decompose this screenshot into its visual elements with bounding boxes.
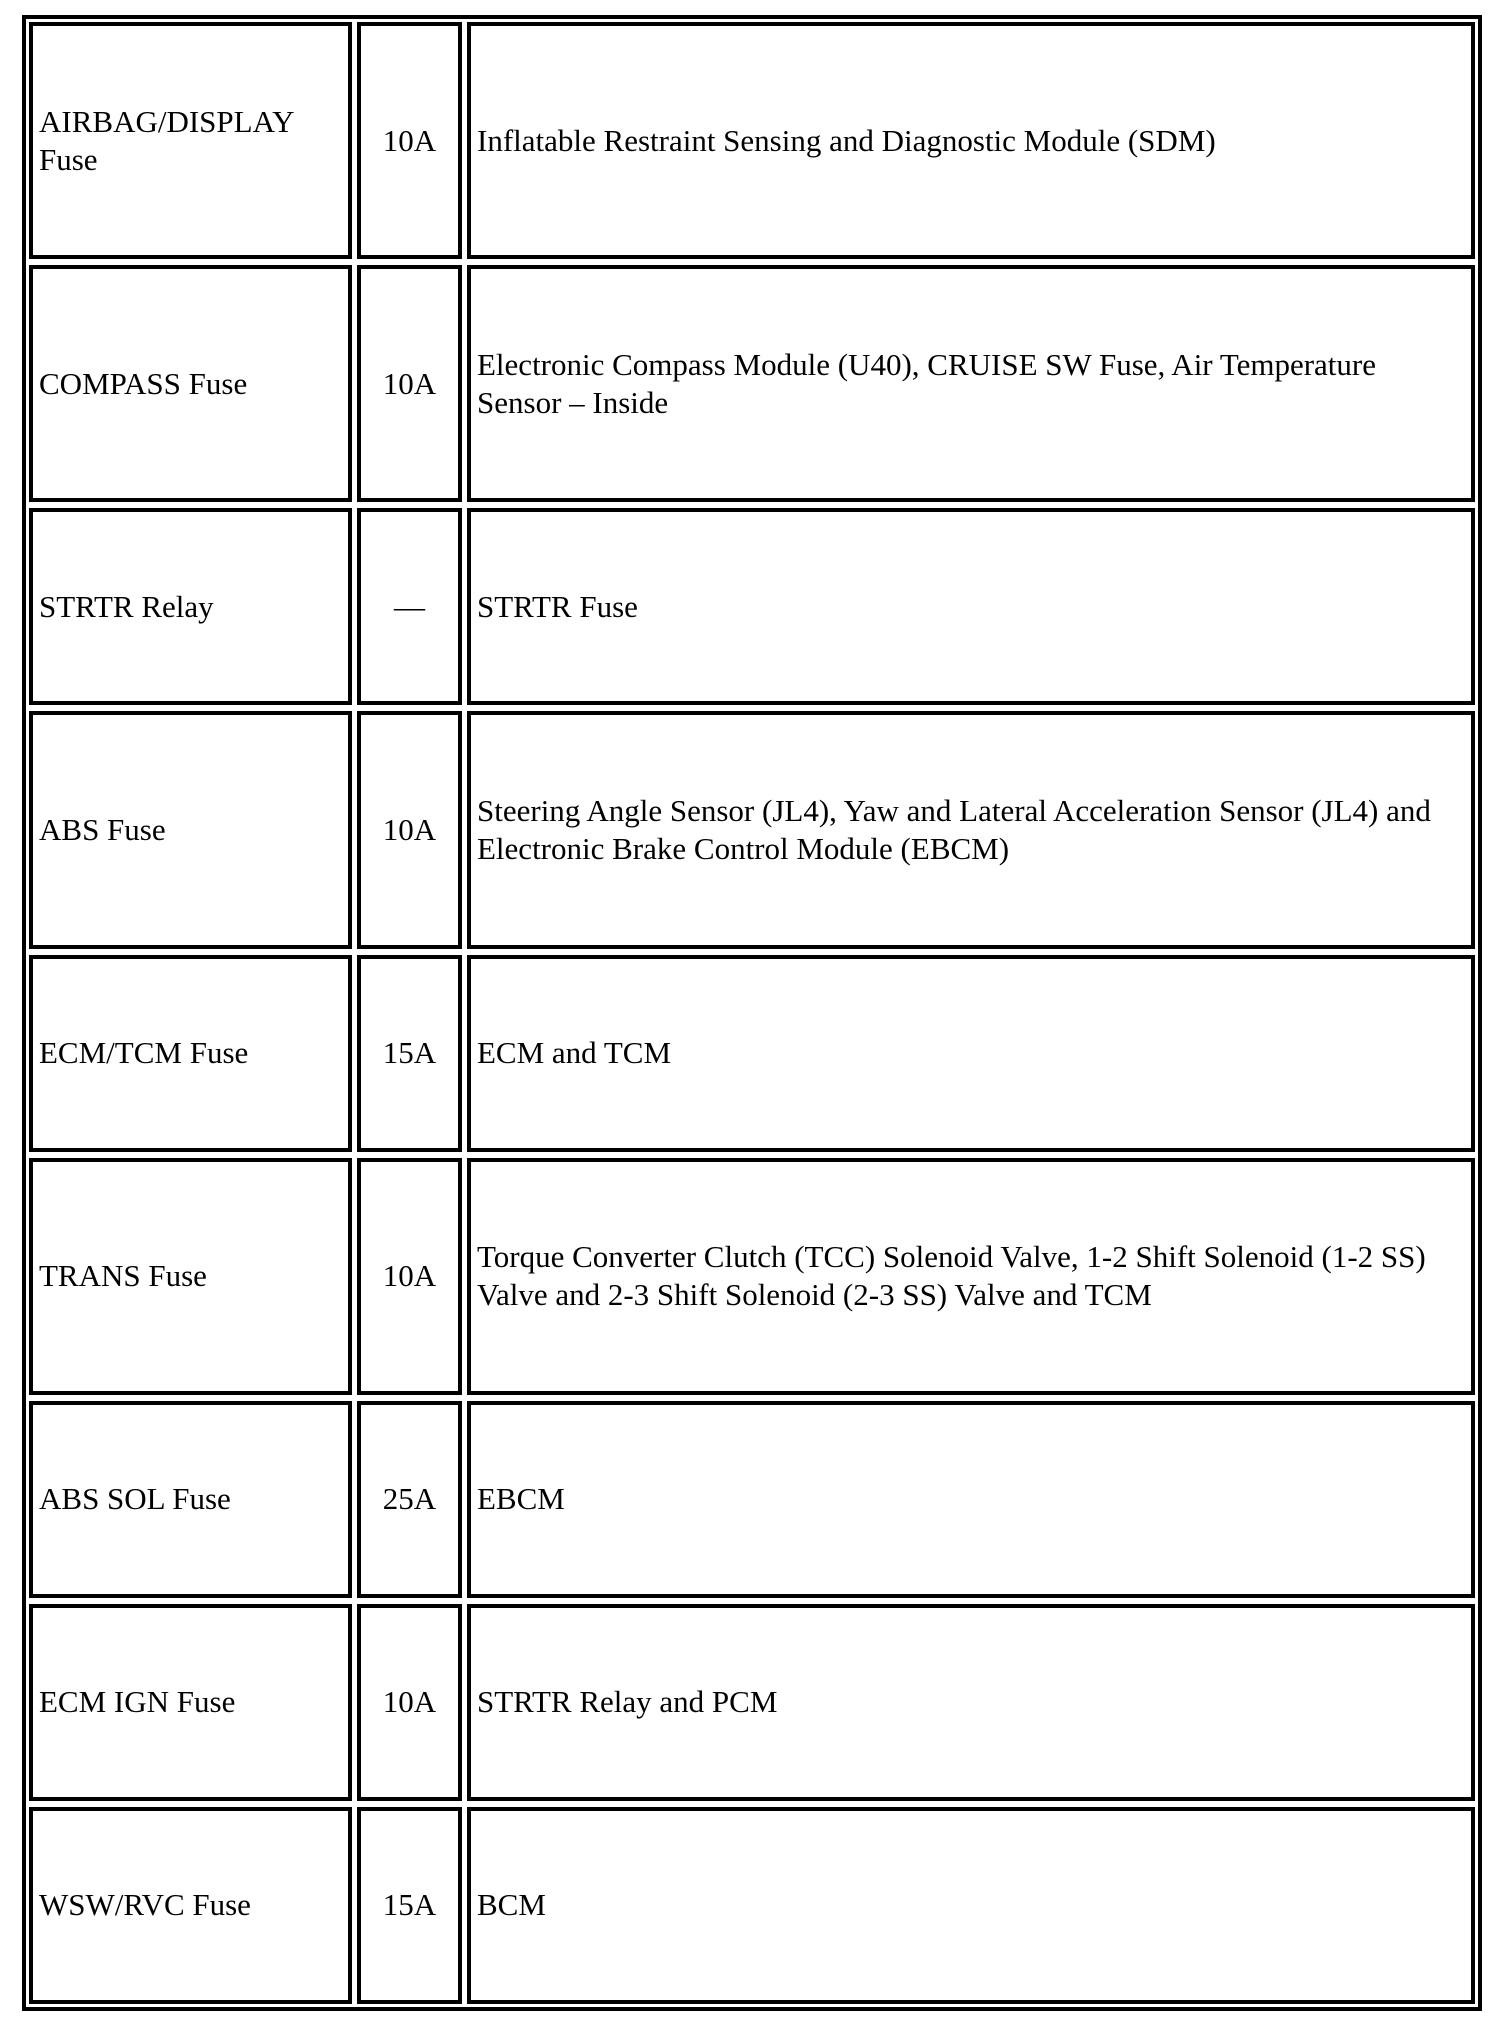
- fuse-rating-cell: 15A: [357, 955, 462, 1152]
- table-row: [29, 22, 1475, 259]
- fuse-description-cell: ECM and TCM: [467, 955, 1475, 1152]
- fuse-rating-cell: 25A: [357, 1401, 462, 1598]
- fuse-rating-cell: 10A: [357, 711, 462, 948]
- table-row: [29, 1158, 1475, 1395]
- table-row: [29, 1401, 1475, 1598]
- fuse-name-cell: TRANS Fuse: [29, 1158, 352, 1395]
- fuse-rating-cell: 10A: [357, 1604, 462, 1801]
- table-row: [29, 508, 1475, 705]
- fuse-name-cell: ABS SOL Fuse: [29, 1401, 352, 1598]
- fuse-description-cell: STRTR Relay and PCM: [467, 1604, 1475, 1801]
- fuse-description-cell: Electronic Compass Module (U40), CRUISE SW Fuse, Air Temperature Sensor – Inside: [467, 265, 1475, 502]
- fuse-name-cell: COMPASS Fuse: [29, 265, 352, 502]
- fuse-description-cell: EBCM: [467, 1401, 1475, 1598]
- fuse-name-cell: ABS Fuse: [29, 711, 352, 948]
- fuse-description-cell: Steering Angle Sensor (JL4), Yaw and Lateral Acceleration Sensor (JL4) and Electronic Brake Control Module (EBCM): [467, 711, 1475, 948]
- fuse-name-cell: ECM/TCM Fuse: [29, 955, 352, 1152]
- fuse-rating-cell: 10A: [357, 1158, 462, 1395]
- fuse-description-cell: STRTR Fuse: [467, 508, 1475, 705]
- table-row: [29, 1807, 1475, 2004]
- fuse-description-cell: Torque Converter Clutch (TCC) Solenoid Valve, 1-2 Shift Solenoid (1-2 SS) Valve and 2-3 Shift Solenoid (2-3 SS) Valve and TCM: [467, 1158, 1475, 1395]
- fuse-name-cell: WSW/RVC Fuse: [29, 1807, 352, 2004]
- fuse-rating-cell: 10A: [357, 22, 462, 259]
- fuse-description-cell: Inflatable Restraint Sensing and Diagnostic Module (SDM): [467, 22, 1475, 259]
- fuse-rating-cell: 10A: [357, 265, 462, 502]
- fuse-rating-cell: 15A: [357, 1807, 462, 2004]
- table-row: [29, 955, 1475, 1152]
- table-row: [29, 265, 1475, 502]
- fuse-name-cell: STRTR Relay: [29, 508, 352, 705]
- fuse-table-frame: [22, 15, 1482, 2011]
- table-row: [29, 711, 1475, 948]
- fuse-name-cell: AIRBAG/DISPLAY Fuse: [29, 22, 352, 259]
- table-row: [29, 1604, 1475, 1801]
- fuse-table: [24, 16, 1480, 2010]
- fuse-description-cell: BCM: [467, 1807, 1475, 2004]
- fuse-name-cell: ECM IGN Fuse: [29, 1604, 352, 1801]
- fuse-rating-cell: —: [357, 508, 462, 705]
